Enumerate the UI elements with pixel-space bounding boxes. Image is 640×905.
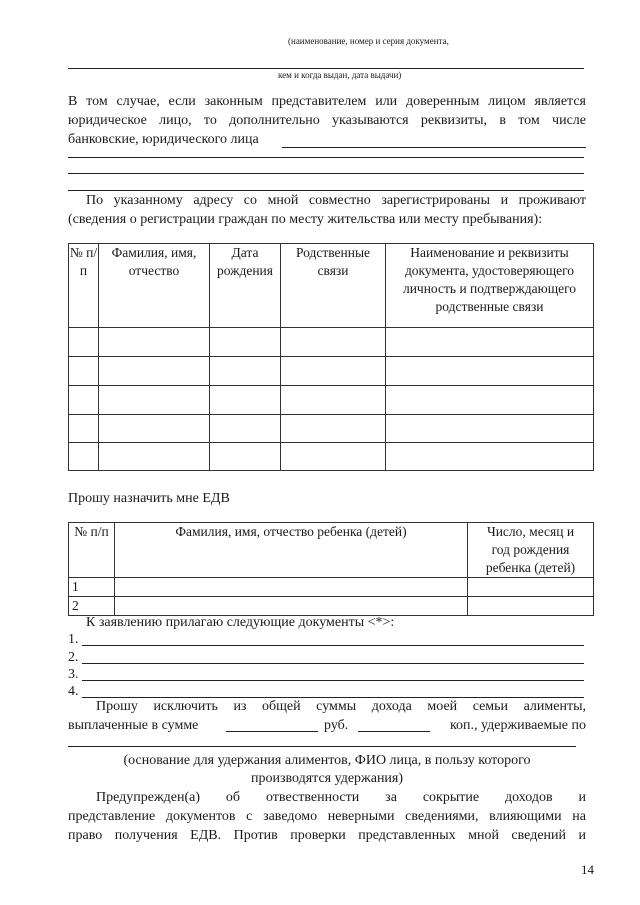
header-number: № п/п [69,523,115,578]
table-cell[interactable] [210,386,281,415]
blank-line-2[interactable] [68,173,584,174]
table-cell[interactable] [386,443,594,471]
table-cell[interactable] [99,386,210,415]
legal-line-1: В том случае, если законным представителем или доверенным лицом является [68,94,586,109]
attachment-number: 4. [68,684,79,699]
table-row[interactable] [69,386,594,415]
header-relationship: Родственные связи [281,244,386,328]
table-cell[interactable] [99,357,210,386]
attachments-intro: К заявлению прилагаю следующие документы <*>: [86,615,395,630]
table-cell[interactable] [386,415,594,443]
table-cell[interactable] [99,328,210,357]
table-cell[interactable] [69,415,99,443]
caption-document: (наименование, номер и серия документа, [288,36,449,46]
header-full-name: Фамилия, имя, отчество [99,244,210,328]
legal-line-2: юридическое лицо, то дополнительно указываются реквизиты, в том числе [68,113,586,128]
table-cell[interactable] [281,443,386,471]
table-cell[interactable] [99,415,210,443]
table-cell[interactable] [99,443,210,471]
caption-issued: кем и когда выдан, дата выдачи) [278,70,402,80]
alimony-line-2: выплаченные в сумме руб. коп., удерживаемые по [68,718,586,733]
table-cell[interactable] [69,328,99,357]
warning-line-2: представление документов с заведомо неверными сведениями, влияющими на [68,809,586,824]
header-child-birth: Число, месяц и год рождения ребенка (детей) [468,523,594,578]
registered-line-1: По указанному адресу со мной совместно зарегистрированы и проживают [86,193,586,208]
warning-line-1: Предупрежден(а) об отвественности за сокрытие доходов и [96,790,586,805]
registered-line-2: (сведения о регистрации граждан по месту жительства или месту пребывания): [68,212,543,227]
table-cell[interactable] [468,578,594,597]
request-text: Прошу назначить мне ЕДВ [68,491,230,506]
table-cell[interactable] [386,386,594,415]
bank-details-line[interactable] [282,147,586,148]
table-cell[interactable] [281,415,386,443]
table-row[interactable] [69,443,594,471]
header-child-name: Фамилия, имя, отчество ребенка (детей) [115,523,468,578]
blank-line-1[interactable] [68,157,584,158]
table-cell[interactable] [210,357,281,386]
alimony-amount-rub-line[interactable] [226,731,318,732]
table-cell[interactable] [210,443,281,471]
attachment-item-1[interactable] [68,630,584,649]
attachment-number: 2. [68,650,79,665]
table-header-row [69,244,594,328]
page-number: 14 [581,862,594,877]
document-line[interactable] [68,68,584,69]
table-cell[interactable] [115,578,468,597]
alimony-caption-2: производятся удержания) [250,771,404,786]
table-cell[interactable] [386,357,594,386]
legal-line-3: банковские, юридического лица [68,132,259,147]
warning-line-3: право получения ЕДВ. Против проверки представленных мной сведений и [68,828,586,843]
header-birth-date: Дата рождения [210,244,281,328]
table-cell[interactable] [210,328,281,357]
table-cell[interactable] [386,328,594,357]
alimony-amount-kop-line[interactable] [358,731,430,732]
alimony-basis-line[interactable] [68,746,576,747]
table-cell[interactable] [210,415,281,443]
attachment-number: 1. [68,632,79,647]
table-cell[interactable] [468,597,594,616]
alimony-caption-1: (основание для удержания алиментов, ФИО лица, в пользу которого [123,753,531,768]
children-table [68,522,594,616]
table-row[interactable] [69,328,594,357]
alimony-line-1: Прошу исключить из общей суммы дохода моей семьи алименты, [96,699,586,714]
table-cell[interactable] [281,357,386,386]
table-cell[interactable]: 2 [69,597,115,616]
table-cell[interactable] [281,386,386,415]
table-row[interactable] [69,415,594,443]
table-cell[interactable] [69,443,99,471]
table-row[interactable] [69,357,594,386]
table-cell[interactable] [69,386,99,415]
cohabitants-table [68,243,594,471]
table-header-row [69,523,594,578]
header-document: Наименование и реквизиты документа, удостоверяющего личность и подтверждающего родственные связи [386,244,594,328]
attachment-number: 3. [68,667,79,682]
header-number: № п/п [69,244,99,328]
table-cell[interactable]: 1 [69,578,115,597]
table-row[interactable] [69,578,594,597]
table-cell[interactable] [69,357,99,386]
table-cell[interactable] [281,328,386,357]
